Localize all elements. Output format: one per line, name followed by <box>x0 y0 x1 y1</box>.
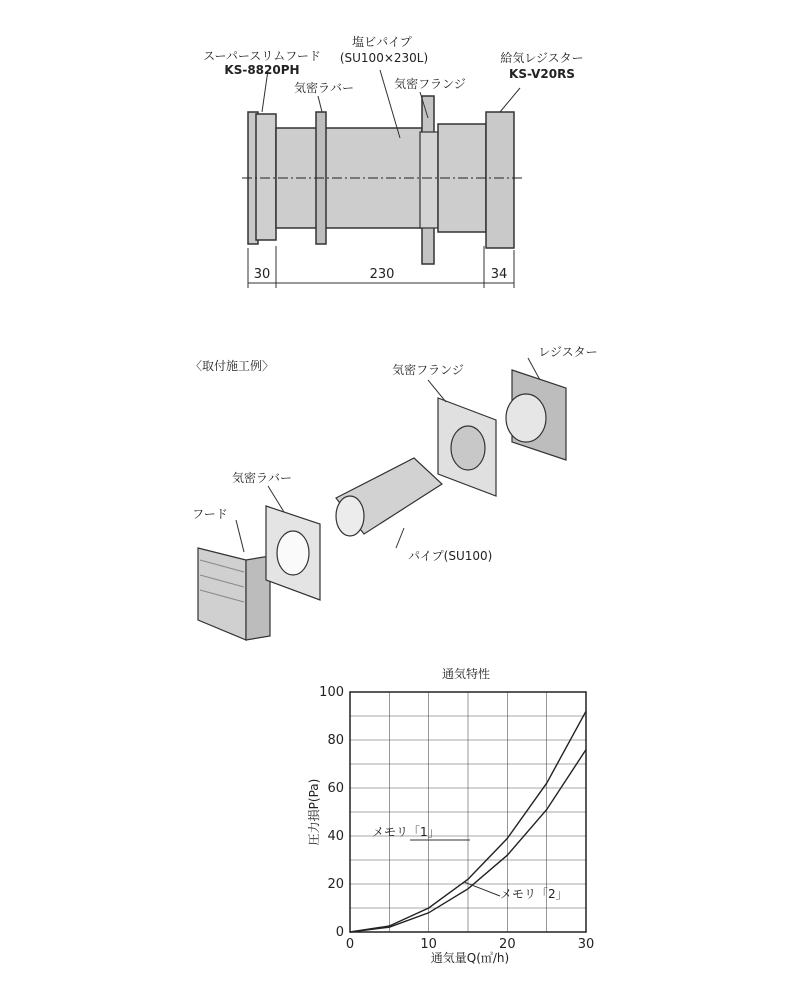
hood-label: スーパースリムフード <box>203 49 321 63</box>
series-2-label: メモリ「2」 <box>500 887 568 901</box>
register-model: KS-V20RS <box>509 67 575 81</box>
example-label: 〈取付施工例〉 <box>189 359 275 373</box>
x-tick-label: 10 <box>420 937 437 952</box>
flange-part <box>438 398 496 496</box>
hood-part <box>198 548 270 640</box>
y-tick-label: 60 <box>327 781 344 796</box>
flange-hole <box>451 426 485 470</box>
leader-hood-2 <box>236 520 244 552</box>
pipe-part <box>336 458 442 536</box>
rubber-part <box>266 506 320 600</box>
leader-register <box>500 88 520 112</box>
rubber-hole <box>277 531 309 575</box>
y-tick-label: 100 <box>319 685 344 700</box>
y-tick-label: 0 <box>335 925 344 940</box>
chart-ticks <box>319 685 594 952</box>
register-damper <box>506 394 546 442</box>
x-tick-label: 0 <box>345 937 355 952</box>
dim-hood: 30 <box>253 267 271 282</box>
y-tick-label: 40 <box>327 829 344 844</box>
chart-title: 通気特性 <box>441 667 491 681</box>
y-tick-label: 80 <box>327 733 344 748</box>
exploded-assembly <box>198 358 566 640</box>
rubber-label: 気密ラバー <box>293 81 355 95</box>
dim-pipe: 230 <box>369 267 395 282</box>
exploded-register-label: レジスター <box>538 345 598 359</box>
pipe-end <box>336 496 364 536</box>
chart-ylabel: 圧力損P(Pa) <box>307 778 321 846</box>
pipe-label: 塩ビパイプ <box>352 35 412 49</box>
x-tick-label: 20 <box>499 937 516 952</box>
leader-pipe-2 <box>396 528 404 548</box>
chart <box>306 666 594 965</box>
y-tick-label: 20 <box>327 877 344 892</box>
register-label: 給気レジスター <box>500 51 584 65</box>
exploded-pipe-label: パイプ(SU100) <box>408 549 493 563</box>
hood-body <box>256 114 276 240</box>
series-1-label: メモリ「1」 <box>372 825 440 839</box>
dim-register: 34 <box>490 267 508 282</box>
flange-collar <box>420 132 438 228</box>
exploded-hood-label: フード <box>192 507 228 521</box>
flange-label: 気密フランジ <box>394 77 466 91</box>
register-face <box>486 112 514 248</box>
chart-xlabel: 通気量Q(㎥/h) <box>430 951 510 965</box>
exploded-flange-label: 気密フランジ <box>392 363 464 377</box>
side-view-assembly <box>242 70 522 288</box>
hood-model: KS-8820PH <box>224 63 300 77</box>
leader-rubber <box>318 96 322 112</box>
exploded-rubber-label: 気密ラバー <box>231 471 293 485</box>
pipe-spec: (SU100×230L) <box>339 51 429 65</box>
leader-flange-2 <box>428 380 446 402</box>
x-tick-label: 30 <box>577 937 595 952</box>
register-part <box>506 370 566 460</box>
